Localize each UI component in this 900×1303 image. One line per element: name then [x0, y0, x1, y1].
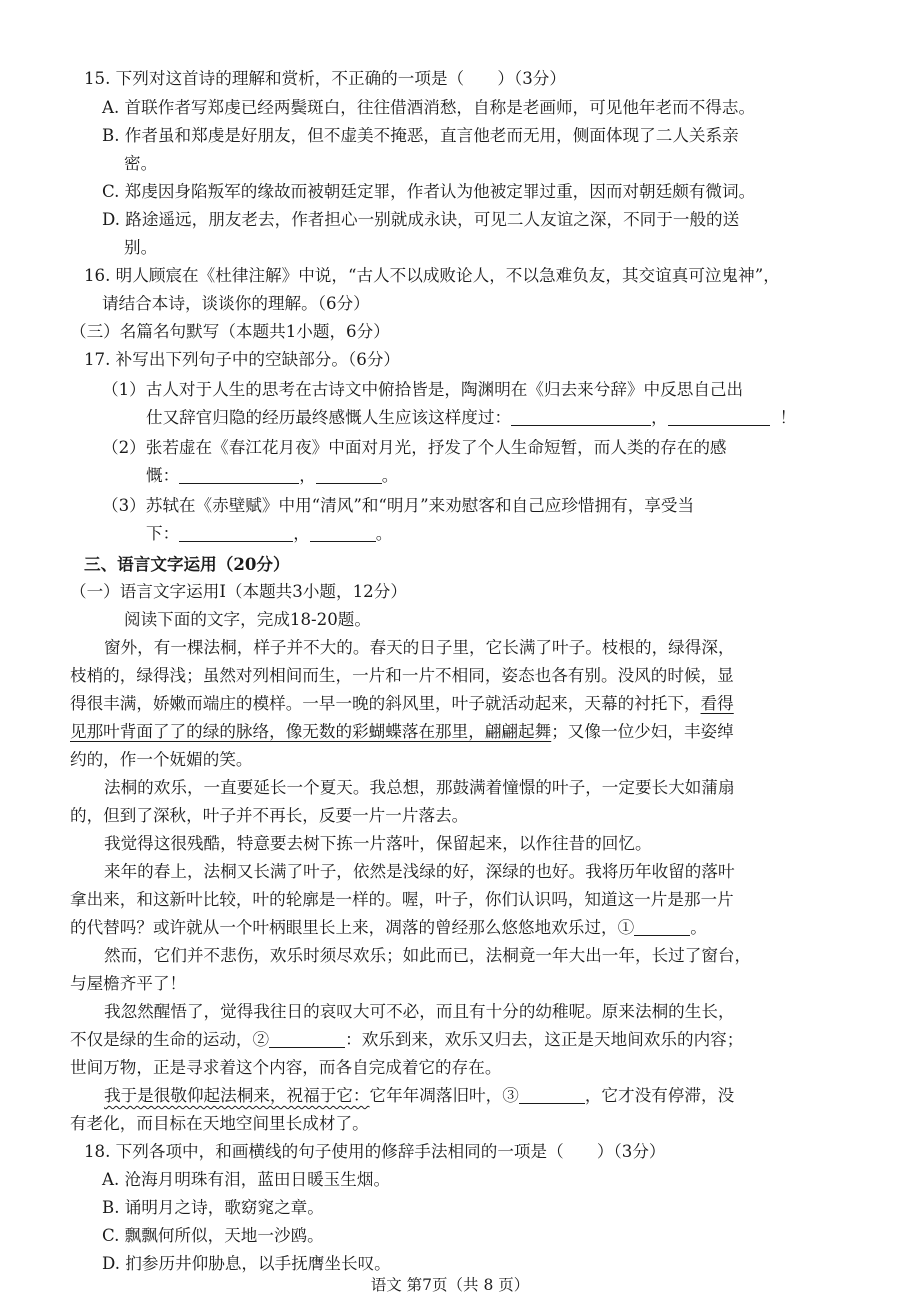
passage-p4-line2: 拿出来，和这新叶比较，叶的轮廓是一样的。喔，叶子，你们认识吗，知道这一片是那一片	[70, 890, 734, 909]
q15-option-b-line2: 密。	[124, 154, 158, 173]
q17-item3-blank2[interactable]	[310, 523, 376, 542]
q17-item1-end: ！	[779, 408, 797, 427]
q17-item2-end: 。	[381, 466, 399, 485]
q17-item2-sep: ，	[299, 466, 316, 485]
passage-blank-3[interactable]	[519, 1085, 585, 1104]
q15-option-b-line1: B. 作者虽和郑虔是好朋友，但不虚美不掩恶，直言他老而无用，侧面体现了二人关系亲	[102, 126, 739, 145]
q17-item2-line1: （2）张若虚在《春江花月夜》中面对月光，抒发了个人生命短暂，而人类的存在的感	[102, 438, 727, 457]
q17-item1-sep: ，	[651, 408, 668, 427]
passage-p4-line3-end: 。	[690, 918, 707, 937]
passage-p1-line4	[70, 719, 734, 745]
blank-marker-3: ③	[502, 1086, 519, 1105]
q17-stem: 17. 补写出下列句子中的空缺部分。（6分）	[84, 350, 401, 369]
underlined-sentence-part2: 见那叶背面了了的绿的脉络，像无数的彩蝴蝶落在那里，翩翩起舞	[70, 722, 552, 741]
passage-p1-line4-text: ；又像一位少妇，丰姿绰	[551, 722, 734, 741]
q17-item3-prompt: 下：	[146, 524, 180, 543]
blank-marker-2: ②	[252, 1030, 270, 1049]
passage-p7-line1	[104, 1083, 734, 1109]
passage-p2-line1: 法桐的欢乐，一直要延长一个夏天。我总想，那鼓满着憧憬的叶子，一定要长大如蒲扇	[104, 778, 735, 797]
q17-item1-line2	[146, 405, 796, 431]
passage-p1-line5: 约的，作一个妩媚的笑。	[70, 750, 253, 769]
q16-line1: 16. 明人顾宸在《杜律注解》中说，“古人不以成败论人，不以急难负友，其交谊真可泣鬼神”，	[84, 266, 780, 285]
q17-item3-line2	[146, 521, 392, 547]
passage-p1-line3-text: 得很丰满，娇嫩而端庄的模样。一早一晚的斜风里，叶子就活动起来，天幕的衬托下，	[70, 694, 701, 713]
passage-p6-line1: 我忽然醒悟了，觉得我往日的哀叹大可不必，而且有十分的幼稚呢。原来法桐的生长，	[104, 1002, 735, 1021]
passage-p1-line2: 枝梢的，绿得浅；虽然对列相间而生，一片和一片不相同，姿态也各有别。没风的时候，显	[70, 666, 734, 685]
q17-item2-prompt: 慨：	[146, 466, 180, 485]
q17-item1-blank2[interactable]	[668, 407, 770, 426]
passage-p4-line3	[70, 915, 707, 941]
passage-p2-line2: 的，但到了深秋，叶子并不再长，反要一片一片落去。	[70, 806, 469, 825]
passage-blank-1[interactable]	[634, 917, 690, 936]
q17-item3-end: 。	[375, 524, 393, 543]
q15-option-d-line2: 别。	[124, 238, 158, 257]
q18-stem: 18. 下列各项中，和画横线的句子使用的修辞手法相同的一项是（ ）（3分）	[84, 1142, 666, 1161]
passage-p1-line1: 窗外，有一棵法桐，样子并不大的。春天的日子里，它长满了叶子。枝根的，绿得深，	[104, 638, 735, 657]
q17-item2-blank1[interactable]	[179, 465, 299, 484]
q15-option-c: C. 郑虔因身陷叛军的缘故而被朝廷定罪，作者认为他被定罪过重，因而对朝廷颇有微词。	[102, 182, 756, 201]
passage-p3-line1: 我觉得这很残酷，特意要去树下拣一片落叶，保留起来，以作往昔的回忆。	[104, 834, 652, 853]
q18-option-a: A. 沧海月明珠有泪，蓝田日暖玉生烟。	[102, 1170, 391, 1189]
passage-p7-line1-text: 它年年凋落旧叶，	[369, 1086, 503, 1105]
passage-p6-line2-rest: ：欢乐到来，欢乐又归去，这正是天地间欢乐的内容；	[345, 1030, 744, 1049]
passage-p7-line2: 有老化，而目标在天地空间里长成材了。	[70, 1114, 369, 1133]
q15-stem: 15. 下列对这首诗的理解和赏析，不正确的一项是（ ）（3分）	[84, 69, 566, 88]
passage-p6-line2-text: 不仅是绿的生命的运动，	[70, 1030, 253, 1049]
page-footer: 语文 第7页（共 8 页）	[370, 1276, 530, 1294]
section-famous-lines-heading: （三）名篇名句默写（本题共1小题，6分）	[70, 322, 390, 341]
passage-blank-2[interactable]	[269, 1029, 345, 1048]
wavy-underlined-sentence: 我于是很敬仰起法桐来，祝福于它：	[104, 1086, 370, 1105]
q17-item2-blank2[interactable]	[316, 465, 382, 484]
q17-item3-line1: （3）苏轼在《赤壁赋》中用“清风”和“明月”来劝慰客和自己应珍惜拥有，享受当	[102, 496, 695, 515]
passage-p5-line2: 与屋檐齐平了！	[70, 974, 187, 993]
part3-heading: 三、语言文字运用（20分）	[84, 554, 290, 574]
underlined-sentence-part1: 看得	[700, 694, 734, 713]
q15-option-a: A. 首联作者写郑虔已经两鬓斑白，往往借酒消愁，自称是老画师，可见他年老而不得志。	[102, 98, 756, 117]
q17-item3-blank1[interactable]	[179, 523, 293, 542]
q17-item1-prompt: 仕又辞官归隐的经历最终感慨人生应该这样度过：	[146, 408, 512, 427]
part3-intro: 阅读下面的文字，完成18-20题。	[124, 610, 371, 629]
passage-p6-line3: 世间万物，正是寻求着这个内容，而各自完成着它的存在。	[70, 1058, 502, 1077]
passage-p5-line1: 然而，它们并不悲伤，欢乐时须尽欢乐；如此而已，法桐竟一年大出一年，长过了窗台，	[104, 946, 752, 965]
q17-item3-sep: ，	[293, 524, 310, 543]
q17-item2-line2	[146, 463, 398, 489]
q18-option-b: B. 诵明月之诗，歌窈窕之章。	[102, 1198, 324, 1217]
q16-line2: 请结合本诗，谈谈你的理解。（6分）	[102, 294, 370, 313]
passage-p4-line1: 来年的春上，法桐又长满了叶子，依然是浅绿的好，深绿的也好。我将历年收留的落叶	[104, 862, 735, 881]
part3-subheading: （一）语言文字运用Ⅰ（本题共3小题，12分）	[70, 582, 407, 601]
q17-item1-line1: （1）古人对于人生的思考在古诗文中俯拾皆是，陶渊明在《归去来兮辞》中反思自己出	[102, 380, 744, 399]
blank-marker-1: ①	[617, 918, 635, 937]
q18-option-d: D. 扪参历井仰胁息，以手抚膺坐长叹。	[102, 1254, 391, 1273]
passage-p6-line2	[70, 1027, 743, 1053]
q17-item1-blank1[interactable]	[511, 407, 651, 426]
q18-option-c: C. 飘飘何所似，天地一沙鸥。	[102, 1226, 324, 1245]
passage-p7-line1-rest: ，它才没有停滞，没	[584, 1086, 735, 1105]
passage-p4-line3-text: 的代替吗？或许就从一个叶柄眼里长上来，凋落的曾经那么悠悠地欢乐过，	[70, 918, 618, 937]
passage-p1-line3	[70, 691, 734, 717]
q15-option-d-line1: D. 路途遥远，朋友老去，作者担心一别就成永诀，可见二人友谊之深，不同于一般的送	[102, 210, 740, 229]
